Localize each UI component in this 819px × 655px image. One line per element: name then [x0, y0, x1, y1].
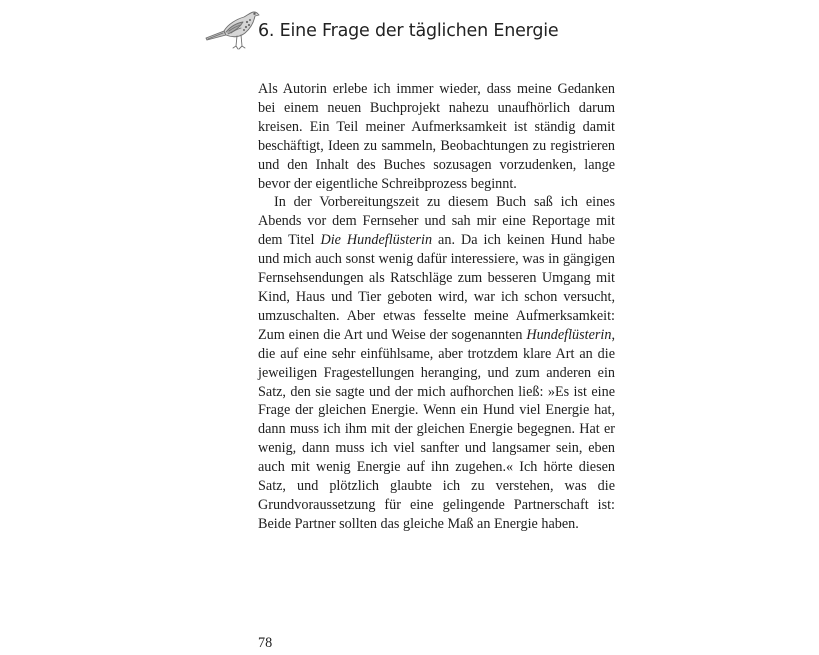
page-number: 78 [258, 635, 273, 651]
body-text [258, 80, 615, 534]
paragraph-2-text-3: , die auf eine sehr einfühlsame, aber trotzdem klare Art an die jeweiligen Fragestellungen heranging, und zum anderen ein Satz, den sie sagte und der mich aufhorchen ließ: »Es ist eine Frage der gleichen Energie. Wenn ein Hund viel Energie hat, dann muss ich ihm mit der gleichen Energie begegnen. Hat er wenig, dann muss ich viel sanfter und langsamer sein, eben auch mit wenig Energie auf ihn zugehen.« Ich hörte diesen Satz, und plötzlich glaubte ich zu verstehen, was die Grundvoraussetzung für eine gelingende Partnerschaft ist: Beide Partner sollten das gleiche Maß an Energie haben. [258, 326, 615, 532]
paragraph-2 [258, 193, 615, 533]
bird-icon [204, 4, 260, 52]
book-title-italic-1: Die Hundeflüsterin [320, 232, 433, 249]
paragraph-2-text-1: In der Vorbereitungszeit zu diesem Buch saß ich eines Abends vor dem Fernseher und sah mir eine Reportage mit dem Titel [258, 194, 615, 249]
paragraph-1: Als Autorin erlebe ich immer wieder, dass meine Gedanken bei einem neuen Buchprojekt nahezu unaufhörlich darum kreisen. Ein Teil meiner Aufmerksamkeit ist ständig damit beschäftigt, Ideen zu sammeln, Beobachtungen zu registrieren und den Inhalt des Buches sozusagen vorzudenken, lange bevor der eigentliche Schreibprozess beginnt. [258, 81, 615, 192]
book-title-italic-2: Hundeflüsterin [526, 326, 612, 343]
paragraph-2-text-2: an. Da ich keinen Hund habe und mich auch sonst wenig dafür interessiere, was in gängigen Fernsehsendungen als Ratschläge zum besseren Umgang mit Kind, Haus und Tier geboten wird, war ich schon versucht, umzuschalten. Aber etwas fesselte meine Aufmerksamkeit: Zum einen die Art und Weise der sogenannten [258, 232, 615, 343]
chapter-title: 6. Eine Frage der täglichen Energie [258, 21, 559, 41]
